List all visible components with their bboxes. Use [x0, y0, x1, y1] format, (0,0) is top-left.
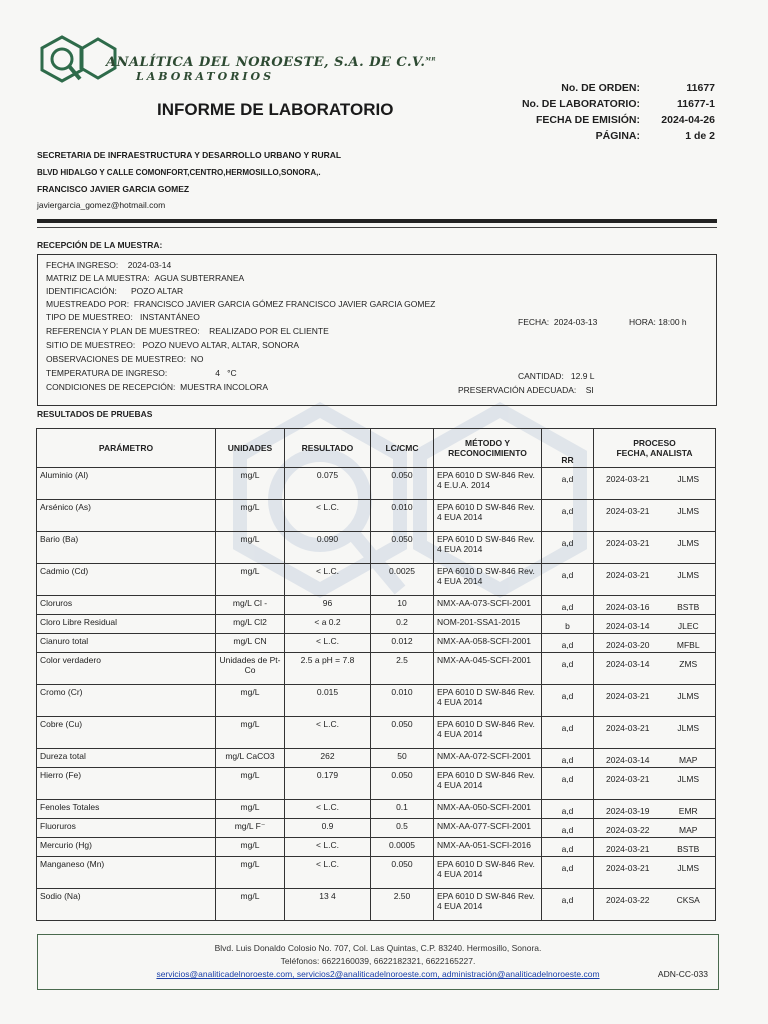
field-value: INSTANTÁNEO	[140, 312, 200, 322]
cell-rr: a,d	[542, 857, 594, 889]
reception-preservacion	[458, 385, 594, 395]
field-label: CANTIDAD:	[518, 371, 564, 381]
cell-unidades: mg/L CN	[216, 634, 285, 653]
cell-rr: a,d	[542, 634, 594, 653]
reception-hora	[629, 317, 687, 327]
report-title: INFORME DE LABORATORIO	[157, 100, 394, 119]
cell-resultado: < a 0.2	[285, 615, 371, 634]
reception-cantidad	[518, 371, 595, 381]
cell-lc: 0.0005	[371, 838, 434, 857]
cell-metodo: EPA 6010 D SW-846 Rev. 4 EUA 2014	[434, 564, 542, 596]
cell-parametro: Cianuro total	[37, 634, 216, 653]
table-row	[37, 615, 716, 634]
cell-rr: a,d	[542, 653, 594, 685]
client-organization: SECRETARIA DE INFRAESTRUCTURA Y DESARROLLO URBANO Y RURAL	[37, 150, 342, 160]
cell-resultado: < L.C.	[285, 857, 371, 889]
field-label: SITIO DE MUESTREO:	[46, 340, 136, 350]
cell-analista: MAP	[662, 749, 716, 768]
cell-resultado: < L.C.	[285, 838, 371, 857]
cell-lc: 0.050	[371, 768, 434, 800]
header-field-row	[470, 130, 715, 146]
col-metodo-line1: MÉTODO Y	[464, 438, 511, 448]
results-body	[37, 468, 716, 921]
cell-unidades: mg/L CaCO3	[216, 749, 285, 768]
col-metodo-line2: RECONOCIMIENTO	[448, 448, 527, 458]
cell-fecha: 2024-03-21	[594, 685, 662, 717]
field-value: POZO ALTAR	[131, 286, 184, 296]
cell-lc: 0.5	[371, 819, 434, 838]
cell-metodo: NMX-AA-058-SCFI-2001	[434, 634, 542, 653]
cell-rr: a,d	[542, 500, 594, 532]
cell-metodo: NMX-AA-050-SCFI-2001	[434, 800, 542, 819]
table-row	[37, 500, 716, 532]
reception-sitio	[46, 340, 299, 350]
cell-metodo: NMX-AA-073-SCFI-2001	[434, 596, 542, 615]
field-value: MUESTRA INCOLORA	[180, 382, 268, 392]
cell-analista: BSTB	[662, 596, 716, 615]
field-label: PRESERVACIÓN ADECUADA:	[458, 385, 577, 395]
trademark-mark: MR	[425, 56, 437, 63]
table-row	[37, 889, 716, 921]
field-value: 18:00 h	[658, 317, 687, 327]
cell-unidades: mg/L	[216, 564, 285, 596]
cell-metodo: NOM-201-SSA1-2015	[434, 615, 542, 634]
field-label: IDENTIFICACIÓN:	[46, 286, 117, 296]
cell-metodo: EPA 6010 D SW-846 Rev. 4 E.U.A. 2014	[434, 468, 542, 500]
cell-unidades: mg/L Cl -	[216, 596, 285, 615]
table-row	[37, 564, 716, 596]
cell-lc: 0.050	[371, 717, 434, 749]
cell-lc: 0.1	[371, 800, 434, 819]
cell-fecha: 2024-03-21	[594, 468, 662, 500]
cell-parametro: Cadmio (Cd)	[37, 564, 216, 596]
client-email: javiergarcia_gomez@hotmail.com	[37, 200, 166, 210]
cell-metodo: EPA 6010 D SW-846 Rev. 4 EUA 2014	[434, 889, 542, 921]
col-unidades: UNIDADES	[216, 429, 285, 468]
cell-parametro: Dureza total	[37, 749, 216, 768]
cell-lc: 0.010	[371, 685, 434, 717]
cell-metodo: EPA 6010 D SW-846 Rev. 4 EUA 2014	[434, 857, 542, 889]
field-label: FECHA:	[518, 317, 550, 327]
field-value: SI	[585, 385, 594, 395]
table-row	[37, 685, 716, 717]
reception-identificacion	[46, 286, 183, 296]
footer-phones: Teléfonos: 6622160039, 6622182321, 6622165227.	[280, 956, 476, 966]
cell-fecha: 2024-03-21	[594, 500, 662, 532]
col-parametro: PARÁMETRO	[37, 429, 216, 468]
field-label: TEMPERATURA DE INGRESO:	[46, 368, 168, 378]
field-value: AGUA SUBTERRANEA	[154, 273, 245, 283]
reception-muestreado	[46, 299, 435, 309]
col-resultado: RESULTADO	[285, 429, 371, 468]
cell-metodo: EPA 6010 D SW-846 Rev. 4 EUA 2014	[434, 500, 542, 532]
cell-resultado: 0.090	[285, 532, 371, 564]
results-table	[36, 428, 716, 921]
cell-parametro: Sodio (Na)	[37, 889, 216, 921]
cell-unidades: mg/L Cl2	[216, 615, 285, 634]
cell-fecha: 2024-03-20	[594, 634, 662, 653]
cell-fecha: 2024-03-21	[594, 564, 662, 596]
cell-unidades: mg/L	[216, 468, 285, 500]
reception-referencia	[46, 326, 329, 336]
company-subtitle: LABORATORIOS	[136, 70, 275, 83]
cell-resultado: 0.179	[285, 768, 371, 800]
table-row	[37, 838, 716, 857]
cell-lc: 10	[371, 596, 434, 615]
header-field-value: 2024-04-26	[661, 114, 715, 126]
field-value: NO	[190, 354, 204, 364]
cell-analista: BSTB	[662, 838, 716, 857]
cell-parametro: Cloruros	[37, 596, 216, 615]
table-row	[37, 857, 716, 889]
cell-analista: JLMS	[662, 468, 716, 500]
cell-unidades: mg/L	[216, 768, 285, 800]
cell-lc: 0.050	[371, 468, 434, 500]
cell-resultado: 96	[285, 596, 371, 615]
field-label: FECHA INGRESO:	[46, 260, 119, 270]
cell-parametro: Cobre (Cu)	[37, 717, 216, 749]
field-label: HORA:	[629, 317, 656, 327]
results-section-title: RESULTADOS DE PRUEBAS	[37, 409, 153, 419]
cell-metodo: EPA 6010 D SW-846 Rev. 4 EUA 2014	[434, 717, 542, 749]
col-rr	[542, 429, 594, 468]
cell-lc: 0.012	[371, 634, 434, 653]
client-address: BLVD HIDALGO Y CALLE COMONFORT,CENTRO,HERMOSILLO,SONORA,.	[37, 168, 321, 177]
field-value: REALIZADO POR EL CLIENTE	[209, 326, 329, 336]
cell-parametro: Cromo (Cr)	[37, 685, 216, 717]
cell-parametro: Mercurio (Hg)	[37, 838, 216, 857]
field-value: 12.9 L	[570, 371, 595, 381]
results-header-row	[37, 429, 716, 468]
cell-rr: a,d	[542, 532, 594, 564]
company-name-text: ANALÍTICA DEL NOROESTE, S.A. DE C.V.	[106, 55, 426, 70]
cell-parametro: Cloro Libre Residual	[37, 615, 216, 634]
cell-parametro: Manganeso (Mn)	[37, 857, 216, 889]
reception-fecha-muestreo	[518, 317, 597, 327]
cell-rr: a,d	[542, 596, 594, 615]
cell-parametro: Hierro (Fe)	[37, 768, 216, 800]
cell-unidades: mg/L	[216, 685, 285, 717]
table-row	[37, 800, 716, 819]
cell-fecha: 2024-03-21	[594, 768, 662, 800]
cell-fecha: 2024-03-14	[594, 615, 662, 634]
cell-resultado: < L.C.	[285, 800, 371, 819]
cell-fecha: 2024-03-14	[594, 653, 662, 685]
field-unit: °C	[227, 368, 237, 378]
table-row	[37, 749, 716, 768]
cell-lc: 2.5	[371, 653, 434, 685]
footer-emails-line	[38, 969, 718, 979]
cell-parametro: Fenoles Totales	[37, 800, 216, 819]
reception-temperatura	[46, 368, 237, 378]
footer-emails-link[interactable]: servicios@analiticadelnoroeste.com, servicios2@analiticadelnoroeste.com, administración@analiticadelnoroeste.com	[156, 969, 600, 979]
cell-fecha: 2024-03-22	[594, 819, 662, 838]
cell-lc: 50	[371, 749, 434, 768]
cell-unidades: mg/L F⁻	[216, 819, 285, 838]
cell-rr: a,d	[542, 819, 594, 838]
header-fields	[470, 82, 715, 146]
table-row	[37, 653, 716, 685]
field-value: 2024-03-13	[553, 317, 598, 327]
table-row	[37, 596, 716, 615]
cell-unidades: mg/L	[216, 532, 285, 564]
cell-metodo: NMX-AA-077-SCFI-2001	[434, 819, 542, 838]
cell-resultado: < L.C.	[285, 564, 371, 596]
cell-metodo: EPA 6010 D SW-846 Rev. 4 EUA 2014	[434, 685, 542, 717]
cell-resultado: < L.C.	[285, 500, 371, 532]
cell-unidades: mg/L	[216, 800, 285, 819]
header-field-label: No. DE LABORATORIO:	[521, 98, 640, 110]
field-value: 4	[215, 368, 220, 378]
reception-condiciones	[46, 382, 268, 392]
cell-rr: a,d	[542, 564, 594, 596]
cell-parametro: Color verdadero	[37, 653, 216, 685]
header-field-row	[470, 82, 715, 98]
cell-resultado: 0.075	[285, 468, 371, 500]
cell-analista: JLMS	[662, 564, 716, 596]
cell-analista: JLMS	[662, 532, 716, 564]
client-contact: FRANCISCO JAVIER GARCIA GOMEZ	[37, 184, 190, 194]
footer-box	[37, 934, 719, 990]
cell-lc: 0.050	[371, 857, 434, 889]
cell-lc: 0.050	[371, 532, 434, 564]
cell-resultado: 0.9	[285, 819, 371, 838]
cell-resultado: < L.C.	[285, 634, 371, 653]
cell-fecha: 2024-03-21	[594, 717, 662, 749]
field-value: FRANCISCO JAVIER GARCIA GÓMEZ FRANCISCO JAVIER GARCIA GOMEZ	[133, 299, 436, 309]
field-label: MUESTREADO POR:	[46, 299, 130, 309]
cell-fecha: 2024-03-21	[594, 532, 662, 564]
cell-rr: a,d	[542, 468, 594, 500]
field-label: CONDICIONES DE RECEPCIÓN:	[46, 382, 176, 392]
header-field-row	[470, 98, 715, 114]
cell-analista: ZMS	[662, 653, 716, 685]
cell-rr: a,d	[542, 889, 594, 921]
cell-analista: MFBL	[662, 634, 716, 653]
header-field-row	[470, 114, 715, 130]
cell-fecha: 2024-03-14	[594, 749, 662, 768]
cell-fecha: 2024-03-16	[594, 596, 662, 615]
cell-unidades: mg/L	[216, 889, 285, 921]
cell-lc: 2.50	[371, 889, 434, 921]
cell-unidades: mg/L	[216, 838, 285, 857]
cell-analista: JLEC	[662, 615, 716, 634]
col-metodo	[434, 429, 542, 468]
cell-analista: JLMS	[662, 857, 716, 889]
cell-fecha: 2024-03-22	[594, 889, 662, 921]
document-code: ADN-CC-033	[657, 969, 708, 979]
table-row	[37, 768, 716, 800]
cell-resultado: 262	[285, 749, 371, 768]
col-proceso	[594, 429, 716, 468]
cell-analista: JLMS	[662, 685, 716, 717]
table-row	[37, 468, 716, 500]
cell-unidades: mg/L	[216, 717, 285, 749]
cell-metodo: EPA 6010 D SW-846 Rev. 4 EUA 2014	[434, 532, 542, 564]
field-value: POZO NUEVO ALTAR, ALTAR, SONORA	[142, 340, 300, 350]
cell-parametro: Fluoruros	[37, 819, 216, 838]
table-row	[37, 717, 716, 749]
cell-rr: a,d	[542, 838, 594, 857]
cell-analista: JLMS	[662, 500, 716, 532]
cell-resultado: 13 4	[285, 889, 371, 921]
cell-parametro: Aluminio (Al)	[37, 468, 216, 500]
col-rr-label: RR	[561, 455, 574, 465]
header-divider-thin	[37, 227, 717, 228]
cell-unidades: Unidades de Pt-Co	[216, 653, 285, 685]
cell-analista: JLMS	[662, 717, 716, 749]
cell-unidades: mg/L	[216, 857, 285, 889]
cell-metodo: NMX-AA-072-SCFI-2001	[434, 749, 542, 768]
col-proceso-line2: FECHA, ANALISTA	[616, 448, 693, 458]
cell-resultado: < L.C.	[285, 717, 371, 749]
cell-analista: MAP	[662, 819, 716, 838]
header-field-label: PÁGINA:	[595, 130, 640, 142]
cell-fecha: 2024-03-21	[594, 857, 662, 889]
field-label: REFERENCIA Y PLAN DE MUESTREO:	[46, 326, 200, 336]
cell-metodo: NMX-AA-045-SCFI-2001	[434, 653, 542, 685]
header-field-value: 11677-1	[677, 98, 715, 110]
reception-fecha-ingreso	[46, 260, 171, 270]
header-divider	[37, 219, 717, 223]
cell-rr: a,d	[542, 800, 594, 819]
field-label: TIPO DE MUESTREO:	[46, 312, 133, 322]
cell-lc: 0.0025	[371, 564, 434, 596]
cell-rr: a,d	[542, 685, 594, 717]
field-label: MATRIZ DE LA MUESTRA:	[46, 273, 150, 283]
cell-rr: b	[542, 615, 594, 634]
reception-section-title: RECEPCIÓN DE LA MUESTRA:	[37, 240, 163, 250]
cell-rr: a,d	[542, 717, 594, 749]
table-row	[37, 532, 716, 564]
footer-address: Blvd. Luis Donaldo Colosio No. 707, Col. Las Quintas, C.P. 83240. Hermosillo, Sonora.	[214, 943, 542, 953]
header-field-value: 11677	[686, 82, 715, 94]
cell-fecha: 2024-03-21	[594, 838, 662, 857]
cell-unidades: mg/L	[216, 500, 285, 532]
cell-parametro: Arsénico (As)	[37, 500, 216, 532]
header-field-value: 1 de 2	[685, 130, 715, 142]
cell-fecha: 2024-03-19	[594, 800, 662, 819]
cell-metodo: EPA 6010 D SW-846 Rev. 4 EUA 2014	[434, 768, 542, 800]
reception-matriz	[46, 273, 244, 283]
reception-box	[37, 254, 717, 406]
cell-resultado: 0.015	[285, 685, 371, 717]
reception-observaciones	[46, 354, 203, 364]
cell-lc: 0.010	[371, 500, 434, 532]
field-label: OBSERVACIONES DE MUESTREO:	[46, 354, 186, 364]
cell-lc: 0.2	[371, 615, 434, 634]
col-proceso-line1: PROCESO	[633, 438, 676, 448]
cell-metodo: NMX-AA-051-SCFI-2016	[434, 838, 542, 857]
cell-analista: JLMS	[662, 768, 716, 800]
field-value: 2024-03-14	[127, 260, 172, 270]
cell-parametro: Bario (Ba)	[37, 532, 216, 564]
cell-resultado: 2.5 a pH = 7.8	[285, 653, 371, 685]
header-field-label: FECHA DE EMISIÓN:	[535, 114, 640, 126]
cell-rr: a,d	[542, 749, 594, 768]
table-row	[37, 634, 716, 653]
cell-analista: EMR	[662, 800, 716, 819]
table-row	[37, 819, 716, 838]
header-field-label: No. DE ORDEN:	[561, 82, 640, 94]
reception-tipo	[46, 312, 200, 322]
company-name	[106, 55, 436, 70]
cell-rr: a,d	[542, 768, 594, 800]
cell-analista: CKSA	[662, 889, 716, 921]
col-lc: LC/CMC	[371, 429, 434, 468]
